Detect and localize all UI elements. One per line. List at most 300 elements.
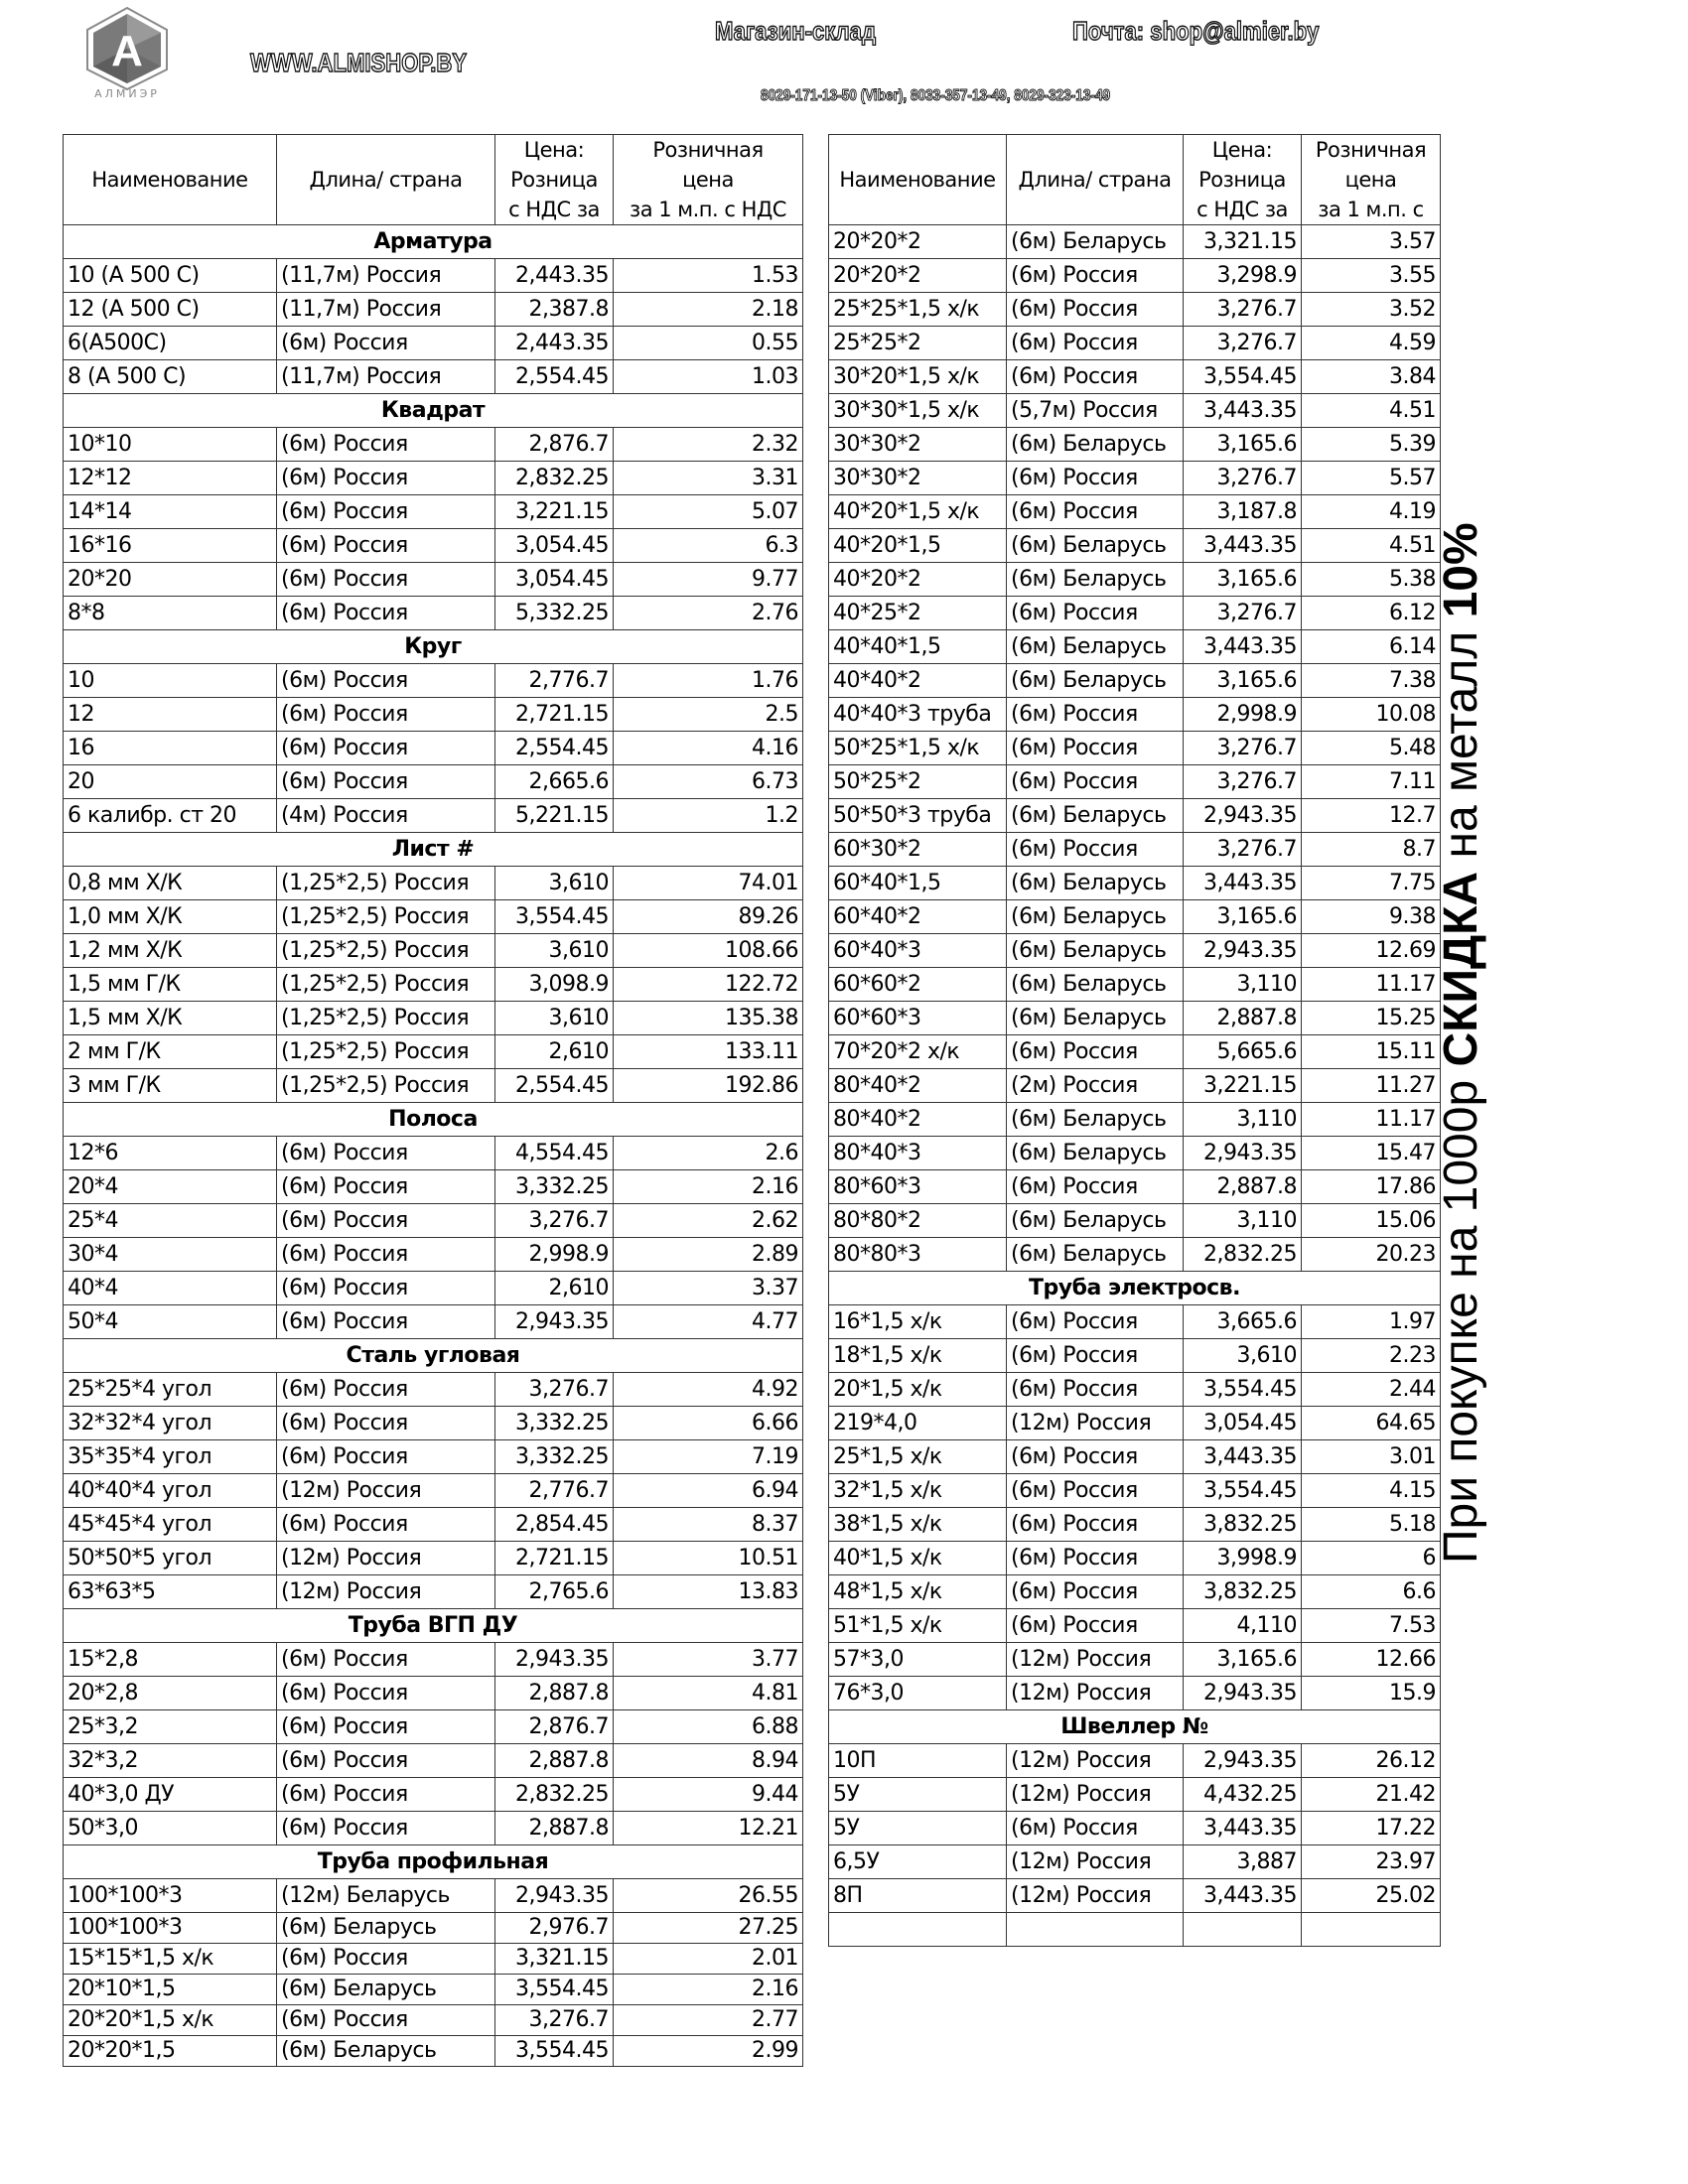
retail-price-per-meter-cell: 17.22 [1302, 1812, 1441, 1845]
product-name-cell: 40*20*1,5 х/к [829, 495, 1007, 529]
product-name-cell: 50*25*1,5 х/к [829, 732, 1007, 765]
length-country-cell: (6м) Россия [277, 1137, 495, 1170]
product-name-cell: 20*2,8 [64, 1677, 277, 1710]
table-row [829, 1440, 1441, 1474]
category-row [64, 833, 803, 867]
category-title: Труба ВГП ДУ [64, 1609, 803, 1643]
retail-price-per-meter-cell: 3.84 [1302, 360, 1441, 394]
product-name-cell: 40*40*3 труба [829, 698, 1007, 732]
price-per-ton-cell: 3,887 [1184, 1845, 1302, 1879]
product-name-cell: 2 мм Г/К [64, 1035, 277, 1069]
category-title: Сталь угловая [64, 1339, 803, 1373]
retail-price-per-meter-cell: 15.25 [1302, 1002, 1441, 1035]
table-row [64, 1778, 803, 1812]
retail-price-per-meter-cell: 2.77 [614, 2005, 803, 2036]
length-country-cell: (6м) Россия [277, 1305, 495, 1339]
category-row [829, 1710, 1441, 1744]
price-per-ton-cell: 3,443.35 [1184, 867, 1302, 900]
price-per-ton-cell: 3,610 [495, 1002, 614, 1035]
product-name-cell: 219*4,0 [829, 1407, 1007, 1440]
product-name-cell: 12 (А 500 С) [64, 293, 277, 327]
table-row [829, 1103, 1441, 1137]
length-country-cell: (6м) Россия [277, 765, 495, 799]
price-per-ton-cell: 3,276.7 [495, 1204, 614, 1238]
price-per-ton-cell: 3,110 [1184, 1204, 1302, 1238]
retail-price-per-meter-cell: 135.38 [614, 1002, 803, 1035]
retail-price-per-meter-cell: 2.99 [614, 2036, 803, 2067]
product-name-cell: 40*40*4 угол [64, 1474, 277, 1508]
price-per-ton-cell: 2,776.7 [495, 664, 614, 698]
retail-price-per-meter-cell: 2.6 [614, 1137, 803, 1170]
price-per-ton-cell: 3,321.15 [1184, 225, 1302, 259]
price-per-ton-cell: 3,110 [1184, 1103, 1302, 1137]
price-per-ton-cell: 3,098.9 [495, 968, 614, 1002]
price-per-ton-cell: 3,554.45 [495, 900, 614, 934]
table-row [829, 597, 1441, 630]
length-country-cell: (6м) Беларусь [1007, 799, 1184, 833]
product-name-cell: 50*25*2 [829, 765, 1007, 799]
category-title: Полоса [64, 1103, 803, 1137]
price-per-ton-cell: 2,776.7 [495, 1474, 614, 1508]
length-country-cell: (1,25*2,5) Россия [277, 968, 495, 1002]
retail-price-per-meter-cell: 6.14 [1302, 630, 1441, 664]
product-name-cell: 40*40*2 [829, 664, 1007, 698]
product-name-cell: 25*3,2 [64, 1710, 277, 1744]
product-name-cell: 1,0 мм Х/К [64, 900, 277, 934]
table-row [64, 1643, 803, 1677]
category-row [64, 1103, 803, 1137]
product-name-cell: 6 калибр. ст 20 [64, 799, 277, 833]
product-name-cell: 5У [829, 1812, 1007, 1845]
length-country-cell: (6м) Россия [277, 462, 495, 495]
price-per-ton-cell: 3,221.15 [495, 495, 614, 529]
table-row [829, 833, 1441, 867]
length-country-cell: (6м) Россия [277, 428, 495, 462]
length-country-cell: (6м) Беларусь [1007, 900, 1184, 934]
product-name-cell: 25*1,5 х/к [829, 1440, 1007, 1474]
product-name-cell: 38*1,5 х/к [829, 1508, 1007, 1542]
category-row [829, 1272, 1441, 1305]
table-row [64, 1975, 803, 2005]
length-country-cell: (1,25*2,5) Россия [277, 900, 495, 934]
discount-promo-banner: При покупке на 1000р СКИДКА на металл 10% [1435, 522, 1487, 1564]
price-per-ton-cell: 5,221.15 [495, 799, 614, 833]
price-per-ton-cell: 3,832.25 [1184, 1575, 1302, 1609]
table-row [64, 428, 803, 462]
table-row [64, 360, 803, 394]
retail-price-per-meter-cell: 1.97 [1302, 1305, 1441, 1339]
length-country-cell: (6м) Россия [1007, 1542, 1184, 1575]
retail-price-per-meter-cell: 20.23 [1302, 1238, 1441, 1272]
table-header-row [64, 135, 803, 225]
length-country-cell: (6м) Россия [1007, 732, 1184, 765]
product-name-cell: 35*35*4 угол [64, 1440, 277, 1474]
length-country-cell [1007, 1913, 1184, 1947]
table-row [829, 1508, 1441, 1542]
retail-price-per-meter-cell: 6.3 [614, 529, 803, 563]
product-name-cell: 20*4 [64, 1170, 277, 1204]
price-per-ton-cell: 2,887.8 [1184, 1170, 1302, 1204]
retail-price-per-meter-cell: 21.42 [1302, 1778, 1441, 1812]
retail-price-per-meter-cell: 2.16 [614, 1170, 803, 1204]
retail-price-per-meter-cell: 26.55 [614, 1879, 803, 1913]
table-row [829, 225, 1441, 259]
table-row [829, 1845, 1441, 1879]
column-header-name: Наименование [829, 135, 1007, 225]
length-country-cell: (6м) Россия [277, 2005, 495, 2036]
product-name-cell: 60*40*3 [829, 934, 1007, 968]
retail-price-per-meter-cell: 5.39 [1302, 428, 1441, 462]
length-country-cell: (6м) Россия [277, 1272, 495, 1305]
length-country-cell: (6м) Россия [277, 698, 495, 732]
product-name-cell: 80*40*2 [829, 1103, 1007, 1137]
length-country-cell: (12м) Россия [1007, 1677, 1184, 1710]
length-country-cell: (6м) Россия [277, 327, 495, 360]
product-name-cell: 40*1,5 х/к [829, 1542, 1007, 1575]
length-country-cell: (6м) Россия [1007, 1170, 1184, 1204]
price-per-ton-cell: 2,876.7 [495, 428, 614, 462]
length-country-cell: (6м) Россия [1007, 833, 1184, 867]
product-name-cell: 32*1,5 х/к [829, 1474, 1007, 1508]
table-row [829, 259, 1441, 293]
table-row [64, 495, 803, 529]
product-name-cell: 15*15*1,5 х/к [64, 1944, 277, 1975]
table-row [64, 2036, 803, 2067]
price-per-ton-cell: 3,665.6 [1184, 1305, 1302, 1339]
price-per-ton-cell: 2,721.15 [495, 1542, 614, 1575]
table-row [829, 732, 1441, 765]
product-name-cell: 70*20*2 х/к [829, 1035, 1007, 1069]
price-per-ton-cell: 2,887.8 [495, 1677, 614, 1710]
retail-price-per-meter-cell: 9.38 [1302, 900, 1441, 934]
length-country-cell: (6м) Россия [277, 1944, 495, 1975]
retail-price-per-meter-cell: 3.55 [1302, 259, 1441, 293]
product-name-cell: 18*1,5 х/к [829, 1339, 1007, 1373]
price-per-ton-cell: 2,876.7 [495, 1710, 614, 1744]
table-row [64, 1677, 803, 1710]
table-row [64, 2005, 803, 2036]
product-name-cell: 40*20*1,5 [829, 529, 1007, 563]
price-per-ton-cell: 3,610 [495, 934, 614, 968]
price-per-ton-cell: 2,854.45 [495, 1508, 614, 1542]
price-per-ton-cell: 3,276.7 [1184, 833, 1302, 867]
price-per-ton-cell: 2,765.6 [495, 1575, 614, 1609]
column-header-length-country: Длина/ страна [1007, 135, 1184, 225]
table-row [64, 900, 803, 934]
product-name-cell: 20*20*2 [829, 225, 1007, 259]
table-row [829, 1677, 1441, 1710]
category-title: Труба профильная [64, 1845, 803, 1879]
retail-price-per-meter-cell: 12.66 [1302, 1643, 1441, 1677]
product-name-cell: 1,5 мм Х/К [64, 1002, 277, 1035]
price-per-ton-cell: 2,443.35 [495, 327, 614, 360]
retail-price-per-meter-cell: 4.51 [1302, 529, 1441, 563]
length-country-cell: (6м) Россия [277, 1373, 495, 1407]
price-per-ton-cell: 2,554.45 [495, 1069, 614, 1103]
table-row [64, 1508, 803, 1542]
retail-price-per-meter-cell: 2.89 [614, 1238, 803, 1272]
product-name-cell: 100*100*3 [64, 1879, 277, 1913]
table-row [829, 765, 1441, 799]
table-row [829, 1002, 1441, 1035]
price-per-ton-cell: 3,110 [1184, 968, 1302, 1002]
product-name-cell: 25*4 [64, 1204, 277, 1238]
retail-price-per-meter-cell: 2.76 [614, 597, 803, 630]
retail-price-per-meter-cell: 6.12 [1302, 597, 1441, 630]
product-name-cell: 16*1,5 х/к [829, 1305, 1007, 1339]
product-name-cell: 8 (А 500 С) [64, 360, 277, 394]
price-per-ton-cell: 3,276.7 [1184, 293, 1302, 327]
length-country-cell: (6м) Россия [1007, 1373, 1184, 1407]
retail-price-per-meter-cell: 4.81 [614, 1677, 803, 1710]
price-per-ton-cell: 3,054.45 [1184, 1407, 1302, 1440]
product-name-cell: 20*20*1,5 х/к [64, 2005, 277, 2036]
price-per-ton-cell: 2,554.45 [495, 732, 614, 765]
price-table-left [63, 134, 803, 2067]
column-header-price: Цена: Розница с НДС за [1184, 135, 1302, 225]
table-row [829, 428, 1441, 462]
table-row [829, 529, 1441, 563]
length-country-cell: (6м) Россия [1007, 1609, 1184, 1643]
price-per-ton-cell: 2,943.35 [495, 1879, 614, 1913]
product-name-cell: 57*3,0 [829, 1643, 1007, 1677]
category-title: Квадрат [64, 394, 803, 428]
retail-price-per-meter-cell: 7.19 [614, 1440, 803, 1474]
length-country-cell: (1,25*2,5) Россия [277, 1069, 495, 1103]
price-per-ton-cell: 2,943.35 [1184, 1744, 1302, 1778]
table-row [64, 529, 803, 563]
length-country-cell: (6м) Россия [277, 1204, 495, 1238]
retail-price-per-meter-cell: 7.75 [1302, 867, 1441, 900]
retail-price-per-meter-cell: 3.57 [1302, 225, 1441, 259]
length-country-cell: (6м) Беларусь [1007, 225, 1184, 259]
product-name-cell: 1,5 мм Г/К [64, 968, 277, 1002]
price-per-ton-cell: 3,610 [495, 867, 614, 900]
table-row [64, 799, 803, 833]
length-country-cell: (11,7м) Россия [277, 360, 495, 394]
product-name-cell: 1,2 мм Х/К [64, 934, 277, 968]
length-country-cell: (1,25*2,5) Россия [277, 1002, 495, 1035]
retail-price-per-meter-cell: 8.94 [614, 1744, 803, 1778]
price-per-ton-cell: 2,443.35 [495, 259, 614, 293]
retail-price-per-meter-cell: 89.26 [614, 900, 803, 934]
length-country-cell: (6м) Беларусь [1007, 1137, 1184, 1170]
retail-price-per-meter-cell: 7.11 [1302, 765, 1441, 799]
length-country-cell: (6м) Россия [277, 1744, 495, 1778]
price-per-ton-cell: 3,443.35 [1184, 630, 1302, 664]
price-per-ton-cell: 3,165.6 [1184, 1643, 1302, 1677]
table-row [64, 1913, 803, 1944]
price-per-ton-cell: 3,165.6 [1184, 428, 1302, 462]
product-name-cell: 8П [829, 1879, 1007, 1913]
retail-price-per-meter-cell: 2.32 [614, 428, 803, 462]
price-per-ton-cell: 3,832.25 [1184, 1508, 1302, 1542]
price-per-ton-cell: 4,110 [1184, 1609, 1302, 1643]
retail-price-per-meter-cell: 1.03 [614, 360, 803, 394]
retail-price-per-meter-cell: 17.86 [1302, 1170, 1441, 1204]
price-per-ton-cell: 3,276.7 [495, 1373, 614, 1407]
retail-price-per-meter-cell: 2.62 [614, 1204, 803, 1238]
length-country-cell: (6м) Беларусь [1007, 428, 1184, 462]
length-country-cell: (6м) Россия [1007, 495, 1184, 529]
product-name-cell: 20*10*1,5 [64, 1975, 277, 2005]
table-row [829, 1542, 1441, 1575]
category-row [64, 1609, 803, 1643]
retail-price-per-meter-cell: 8.7 [1302, 833, 1441, 867]
category-title: Швеллер № [829, 1710, 1441, 1744]
table-row [829, 1643, 1441, 1677]
length-country-cell: (6м) Беларусь [1007, 1238, 1184, 1272]
price-per-ton-cell: 2,721.15 [495, 698, 614, 732]
table-row [829, 1170, 1441, 1204]
retail-price-per-meter-cell: 192.86 [614, 1069, 803, 1103]
table-row [829, 1407, 1441, 1440]
retail-price-per-meter-cell: 12.7 [1302, 799, 1441, 833]
product-name-cell: 20 [64, 765, 277, 799]
retail-price-per-meter-cell: 3.77 [614, 1643, 803, 1677]
product-name-cell [829, 1913, 1007, 1947]
retail-price-per-meter-cell: 1.2 [614, 799, 803, 833]
retail-price-per-meter-cell: 1.53 [614, 259, 803, 293]
retail-price-per-meter-cell: 12.69 [1302, 934, 1441, 968]
length-country-cell: (6м) Россия [1007, 597, 1184, 630]
retail-price-per-meter-cell: 133.11 [614, 1035, 803, 1069]
retail-price-per-meter-cell: 7.38 [1302, 664, 1441, 698]
price-per-ton-cell: 3,443.35 [1184, 1879, 1302, 1913]
retail-price-per-meter-cell: 25.02 [1302, 1879, 1441, 1913]
length-country-cell: (1,25*2,5) Россия [277, 934, 495, 968]
retail-price-per-meter-cell: 9.77 [614, 563, 803, 597]
length-country-cell: (12м) Россия [1007, 1407, 1184, 1440]
product-name-cell: 8*8 [64, 597, 277, 630]
product-name-cell: 32*3,2 [64, 1744, 277, 1778]
length-country-cell: (12м) Россия [1007, 1778, 1184, 1812]
product-name-cell: 80*80*3 [829, 1238, 1007, 1272]
retail-price-per-meter-cell: 2.01 [614, 1944, 803, 1975]
length-country-cell: (6м) Россия [277, 563, 495, 597]
table-row [829, 1474, 1441, 1508]
product-name-cell: 6,5У [829, 1845, 1007, 1879]
retail-price-per-meter-cell: 3.52 [1302, 293, 1441, 327]
length-country-cell: (6м) Россия [1007, 462, 1184, 495]
length-country-cell: (6м) Россия [277, 664, 495, 698]
price-per-ton-cell: 2,887.8 [1184, 1002, 1302, 1035]
price-per-ton-cell: 2,943.35 [495, 1305, 614, 1339]
price-per-ton-cell: 3,443.35 [1184, 1440, 1302, 1474]
retail-price-per-meter-cell: 6.94 [614, 1474, 803, 1508]
table-row [64, 293, 803, 327]
retail-price-per-meter-cell: 23.97 [1302, 1845, 1441, 1879]
retail-price-per-meter-cell: 4.77 [614, 1305, 803, 1339]
table-row [829, 360, 1441, 394]
table-row [829, 1879, 1441, 1913]
product-name-cell: 50*4 [64, 1305, 277, 1339]
price-per-ton-cell: 5,665.6 [1184, 1035, 1302, 1069]
category-title: Арматура [64, 225, 803, 259]
price-per-ton-cell: 5,332.25 [495, 597, 614, 630]
price-per-ton-cell: 3,554.45 [495, 2036, 614, 2067]
product-name-cell: 16*16 [64, 529, 277, 563]
email-contact[interactable]: Почта: shop@almier.by [1072, 16, 1320, 46]
product-name-cell: 80*60*3 [829, 1170, 1007, 1204]
price-per-ton-cell: 3,554.45 [495, 1975, 614, 2005]
product-name-cell: 51*1,5 х/к [829, 1609, 1007, 1643]
length-country-cell: (6м) Беларусь [1007, 968, 1184, 1002]
length-country-cell: (11,7м) Россия [277, 259, 495, 293]
length-country-cell: (6м) Беларусь [1007, 1103, 1184, 1137]
product-name-cell: 80*40*3 [829, 1137, 1007, 1170]
price-per-ton-cell: 2,887.8 [495, 1812, 614, 1845]
price-per-ton-cell: 3,298.9 [1184, 259, 1302, 293]
table-row [64, 1238, 803, 1272]
price-per-ton-cell: 3,332.25 [495, 1440, 614, 1474]
table-row [829, 934, 1441, 968]
price-per-ton-cell: 3,610 [1184, 1339, 1302, 1373]
length-country-cell: (6м) Россия [277, 1440, 495, 1474]
table-row [829, 1744, 1441, 1778]
price-per-ton-cell: 2,832.25 [495, 462, 614, 495]
table-row [64, 1137, 803, 1170]
table-row [829, 327, 1441, 360]
retail-price-per-meter-cell: 5.48 [1302, 732, 1441, 765]
length-country-cell: (2м) Россия [1007, 1069, 1184, 1103]
length-country-cell: (6м) Россия [1007, 360, 1184, 394]
price-per-ton-cell: 3,165.6 [1184, 664, 1302, 698]
retail-price-per-meter-cell: 13.83 [614, 1575, 803, 1609]
table-row [829, 1137, 1441, 1170]
retail-price-per-meter-cell: 4.92 [614, 1373, 803, 1407]
svg-text:A: A [111, 27, 143, 75]
retail-price-per-meter-cell: 4.19 [1302, 495, 1441, 529]
length-country-cell: (6м) Беларусь [1007, 1204, 1184, 1238]
retail-price-per-meter-cell: 27.25 [614, 1913, 803, 1944]
length-country-cell: (6м) Россия [277, 1407, 495, 1440]
retail-price-per-meter-cell: 2.23 [1302, 1339, 1441, 1373]
category-row [64, 1339, 803, 1373]
product-name-cell: 10 (А 500 С) [64, 259, 277, 293]
length-country-cell: (12м) Беларусь [277, 1879, 495, 1913]
product-name-cell: 12*12 [64, 462, 277, 495]
retail-price-per-meter-cell: 2.16 [614, 1975, 803, 2005]
product-name-cell: 20*20*2 [829, 259, 1007, 293]
table-row [64, 1710, 803, 1744]
product-name-cell: 10П [829, 1744, 1007, 1778]
product-name-cell: 80*80*2 [829, 1204, 1007, 1238]
table-row [64, 1575, 803, 1609]
table-row [64, 1944, 803, 1975]
table-row [829, 1778, 1441, 1812]
length-country-cell: (6м) Россия [1007, 1508, 1184, 1542]
product-name-cell: 12*6 [64, 1137, 277, 1170]
retail-price-per-meter-cell: 108.66 [614, 934, 803, 968]
product-name-cell: 76*3,0 [829, 1677, 1007, 1710]
site-url[interactable]: WWW.ALMISHOP.BY [250, 48, 468, 77]
price-per-ton-cell: 3,443.35 [1184, 529, 1302, 563]
retail-price-per-meter-cell: 6.66 [614, 1407, 803, 1440]
length-country-cell: (6м) Россия [277, 1778, 495, 1812]
table-row [64, 259, 803, 293]
retail-price-per-meter-cell: 7.53 [1302, 1609, 1441, 1643]
table-row [64, 1069, 803, 1103]
table-row [64, 1744, 803, 1778]
price-per-ton-cell: 2,665.6 [495, 765, 614, 799]
table-row [829, 900, 1441, 934]
product-name-cell: 40*4 [64, 1272, 277, 1305]
table-row [829, 799, 1441, 833]
retail-price-per-meter-cell: 5.07 [614, 495, 803, 529]
price-per-ton-cell: 3,332.25 [495, 1170, 614, 1204]
product-name-cell: 48*1,5 х/к [829, 1575, 1007, 1609]
